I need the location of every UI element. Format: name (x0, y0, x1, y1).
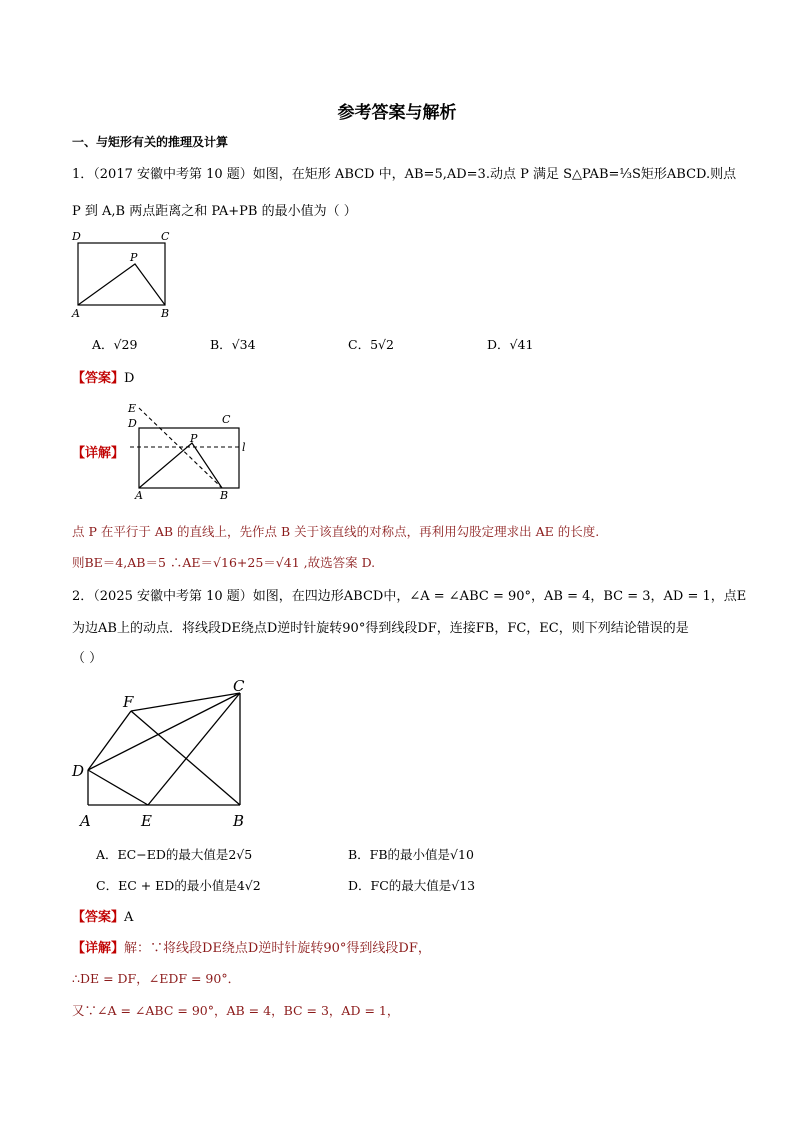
q2-option-c: C．EC + ED的最小值是4√2 (96, 878, 261, 893)
q2-answer (72, 906, 133, 925)
detail-tag: 【详解】 (72, 446, 125, 461)
q2-label-b: B (233, 812, 245, 830)
q1-solution-figure (122, 398, 257, 503)
q1s-line-eb (139, 408, 222, 488)
q1-label-a: A (72, 307, 80, 320)
q1-stem-line2: P 到 A,B 两点距离之和 PA+PB 的最小值为（ ） (72, 204, 357, 219)
q1-label-p: P (130, 251, 138, 264)
q2-figure (66, 675, 266, 835)
q1-option-c: C．5√2 (348, 337, 394, 352)
q2-seg-df (88, 711, 131, 770)
q2-side-dc (88, 693, 240, 770)
answer-value: D (124, 371, 135, 386)
detail-tag: 【详解】 (72, 941, 125, 956)
q1-detail-tag (72, 442, 124, 461)
q1s-label-a: A (135, 489, 143, 502)
q1s-label-d: D (128, 417, 137, 430)
q1-option-d: D．√41 (487, 337, 534, 352)
q1-option-b: B．√34 (210, 337, 256, 352)
section-heading: 一、与矩形有关的推理及计算 (72, 135, 229, 149)
q1s-rectangle (139, 428, 239, 488)
q1-option-a: A．√29 (92, 337, 138, 352)
answer-value: A (124, 910, 134, 925)
q1s-label-l: l (242, 441, 246, 454)
q1s-label-c: C (222, 413, 231, 426)
q2-label-e: E (141, 812, 152, 830)
q2-seg-ec (148, 693, 240, 805)
q2-explanation-2: ∴DE = DF，∠EDF = 90°． (72, 971, 241, 986)
page-title: 参考答案与解析 (337, 103, 457, 123)
q2-stem-line2: 为边AB上的动点．将线段DE绕点D逆时针旋转90°得到线段DF，连接FB，FC，EC，则下列结论错误的是 (72, 621, 689, 636)
q1-answer (72, 367, 134, 386)
q1s-label-b: B (220, 489, 229, 502)
q1s-label-e: E (128, 402, 137, 415)
q2-seg-fb (131, 711, 240, 805)
q2-label-d: D (72, 762, 85, 780)
q1-explanation-2: 则BE＝4,AB＝5 ∴AE＝√16+25＝√41 ,故选答案 D. (72, 555, 376, 570)
q2-option-b: B．FB的最小值是√10 (348, 847, 474, 862)
q1s-triangle (139, 443, 222, 488)
q1-explanation-1: 点 P 在平行于 AB 的直线上，先作点 B 关于该直线的对称点，再利用勾股定理求出 AE 的长度. (72, 524, 600, 539)
q1-label-d: D (72, 230, 81, 243)
q2-label-f: F (123, 693, 134, 711)
q1s-label-p: P (190, 432, 198, 445)
q2-stem-line1: 2．（2025 安徽中考第 10 题）如图，在四边形ABCD中，∠A = ∠ABC = 90°，AB = 4，BC = 3，AD = 1，点E (72, 589, 747, 604)
q2-label-c: C (233, 677, 245, 695)
q1-label-c: C (161, 230, 170, 243)
q2-detail (72, 937, 431, 956)
q2-explanation-3: 又∵∠A = ∠ABC = 90°，AB = 4，BC = 3，AD = 1， (72, 1003, 400, 1018)
q1-stem-line1: 1．（2017 安徽中考第 10 题）如图，在矩形 ABCD 中，AB=5,AD=3.动点 P 满足 S△PAB=⅓S矩形ABCD.则点 (72, 167, 737, 182)
q1-label-b: B (161, 307, 170, 320)
q2-label-a: A (80, 812, 91, 830)
q2-explanation-1: 解：∵将线段DE绕点D逆时针旋转90°得到线段DF， (124, 941, 431, 956)
q1-triangle (78, 264, 165, 305)
q2-seg-de (88, 770, 148, 805)
answer-tag: 【答案】 (72, 371, 125, 386)
q2-stem-line3: （ ） (72, 651, 103, 666)
q1-figure (70, 228, 180, 320)
answer-tag: 【答案】 (72, 910, 125, 925)
q2-option-d: D．FC的最大值是√13 (348, 878, 476, 893)
q2-option-a: A．EC−ED的最大值是2√5 (96, 847, 253, 862)
